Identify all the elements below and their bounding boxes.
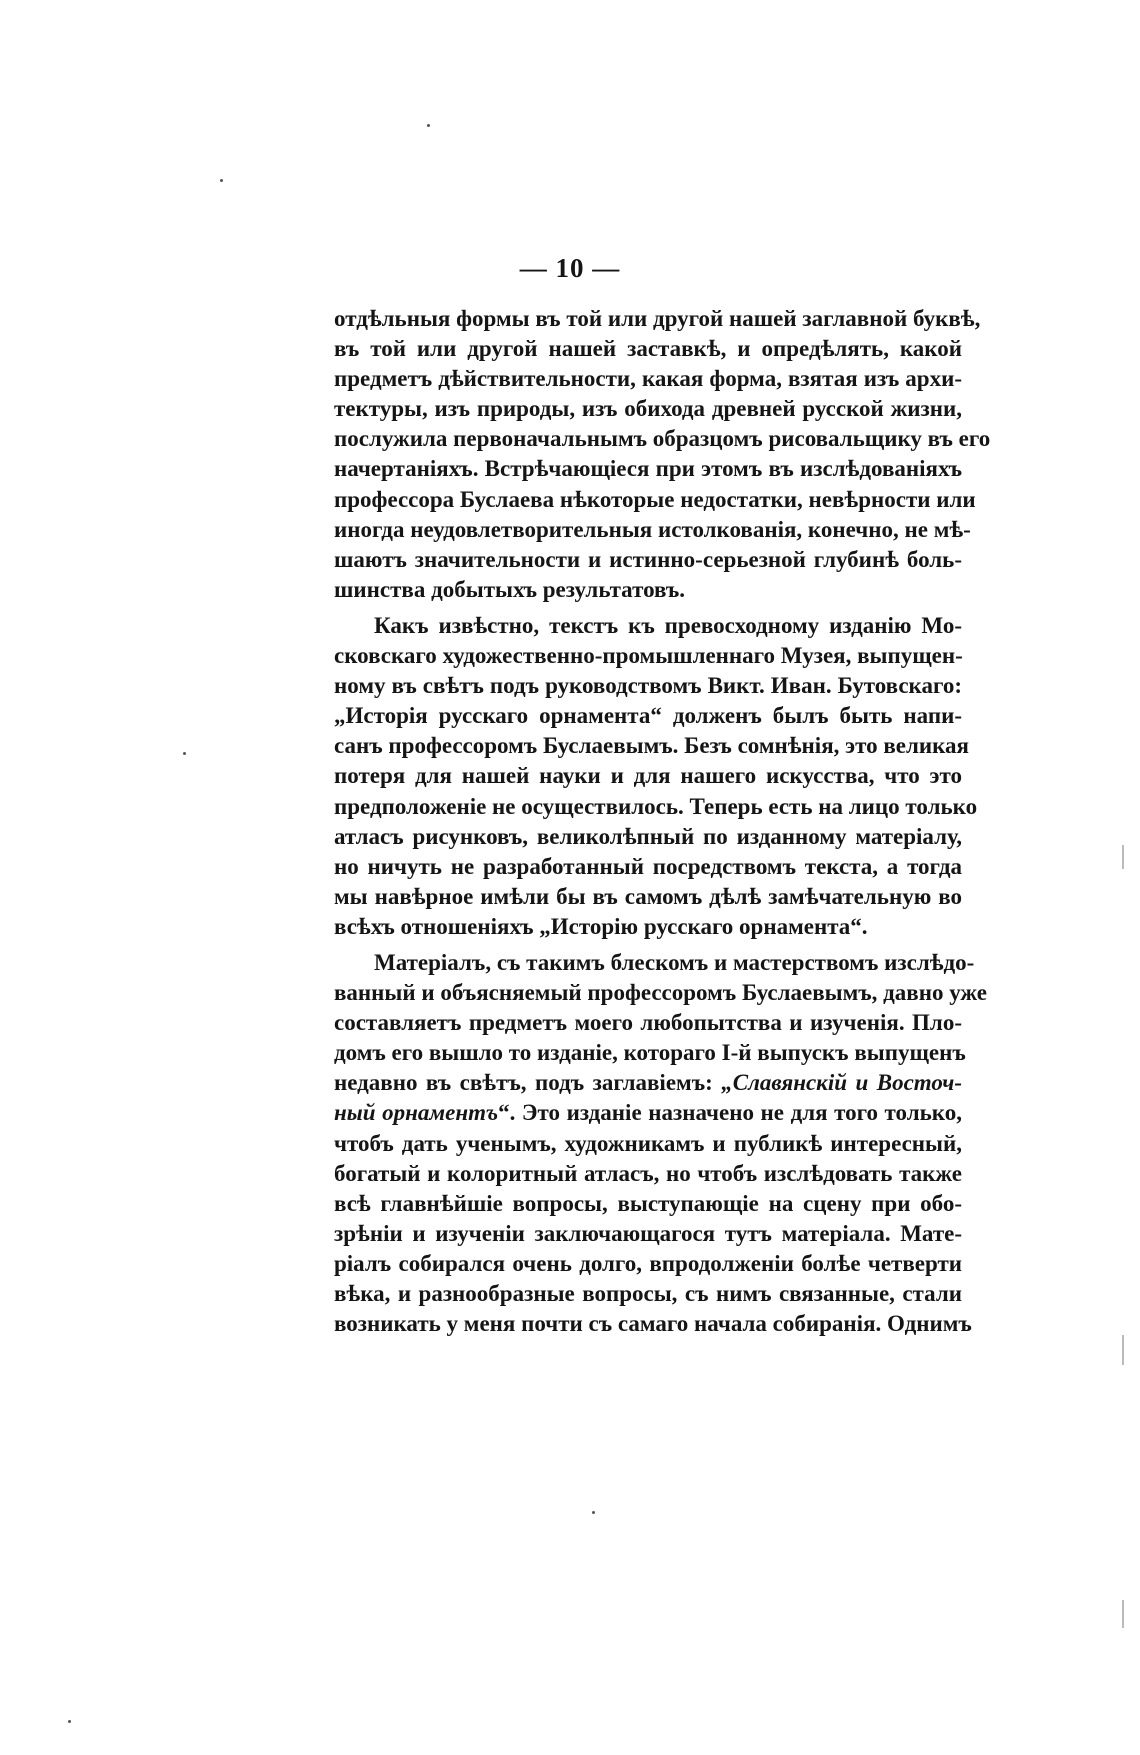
text-line: въ той или другой нашей заставкѣ, и опредѣлять, какой (334, 336, 962, 362)
text-line: Матеріалъ, съ такимъ блескомъ и мастерствомъ изслѣдо- (374, 949, 975, 975)
text-line-plain: недавно въ свѣтъ, подъ заглавіемъ: (334, 1070, 713, 1096)
text-line: всѣхъ отношеніяхъ „Исторію русскаго орнамента“. (334, 913, 868, 939)
text-line: ванный и объясняемый профессоромъ Буслаевымъ, давно уже (334, 980, 987, 1006)
scan-edge-mark (1122, 1600, 1124, 1628)
page-number: — 10 — (519, 253, 621, 283)
scan-speck (220, 179, 223, 182)
body-text (334, 304, 991, 1339)
text-line: санъ профессоромъ Буслаевымъ. Безъ сомнѣнія, это великая (334, 733, 969, 759)
text-line: всѣ главнѣйшіе вопросы, выступающіе на сцену при обо- (334, 1190, 962, 1216)
text-line: чтобъ дать ученымъ, художникамъ и публикѣ интересный, (334, 1130, 962, 1156)
text-line: но ничуть не разработанный посредствомъ текста, а тогда (334, 853, 962, 879)
text-line: вѣка, и разнообразные вопросы, съ нимъ связанные, стали (334, 1281, 962, 1306)
text-line: начертаніяхъ. Встрѣчающіеся при этомъ въ изслѣдованіяхъ (334, 456, 962, 482)
text-line: ному въ свѣтъ подъ руководствомъ Викт. Иван. Бутовскаго: (334, 673, 962, 699)
text-line: потеря для нашей науки и для нашего искусства, что это (334, 763, 962, 789)
text-line: отдѣльныя формы въ той или другой нашей заглавной буквѣ, (334, 306, 981, 331)
text-line: „Исторія русскаго орнамента“ долженъ былъ быть напи- (334, 703, 962, 729)
text-line (334, 1068, 962, 1098)
text-line: иногда неудовлетворительныя истолкованія, конечно, не мѣ- (334, 516, 971, 542)
text-line: предметъ дѣйствительности, какая форма, взятая изъ архи- (334, 366, 962, 392)
scan-edge-mark (1122, 845, 1124, 869)
scan-edge-mark (1122, 1335, 1124, 1365)
scan-speck (68, 1720, 71, 1723)
text-line: сковскаго художественно-промышленнаго Музея, выпущен- (334, 643, 963, 669)
text-line: домъ его вышло то изданіе, котораго I-й выпускъ выпущенъ (334, 1040, 966, 1066)
text-line: послужила первоначальнымъ образцомъ рисовальщику въ его (334, 426, 991, 452)
text-line: атласъ рисунковъ, великолѣпный по изданному матеріалу, (334, 823, 962, 849)
text-line: зрѣніи и изученіи заключающагося тутъ матеріала. Мате- (334, 1220, 962, 1246)
scan-speck (427, 124, 430, 127)
text-line: профессора Буслаева нѣкоторые недостатки, невѣрности или (334, 486, 976, 512)
text-line: богатый и колоритный атласъ, но чтобъ изслѣдовать также (334, 1160, 962, 1186)
scan-speck (592, 1511, 595, 1514)
text-line: возникать у меня почти съ самаго начала собиранія. Однимъ (334, 1311, 972, 1337)
text-line-plain: “. Это изданіе назначено не для того только, (498, 1100, 963, 1126)
text-line: шаютъ значительности и истинно-серьезной глубинѣ боль- (334, 546, 962, 572)
text-line: составляетъ предметъ моего любопытства и изученія. Пло- (334, 1010, 962, 1036)
text-line (334, 1098, 962, 1128)
text-line: предположеніе не осуществилось. Теперь есть на лицо только (334, 793, 978, 819)
text-line: шинства добытыхъ результатовъ. (334, 576, 686, 602)
italic-book-title: „Славянскій и Восточ- (721, 1070, 962, 1096)
text-line: ріалъ собирался очень долго, впродолженіи болѣе четверти (334, 1250, 962, 1276)
text-line: тектуры, изъ природы, изъ обихода древней русской жизни, (334, 396, 962, 422)
text-line: мы навѣрное имѣли бы въ самомъ дѣлѣ замѣчательную во (334, 883, 962, 909)
italic-book-title-cont: ный орнаментъ (334, 1100, 499, 1126)
scan-speck (183, 752, 186, 755)
text-line: Какъ извѣстно, текстъ къ превосходному изданію Мо- (374, 612, 962, 638)
